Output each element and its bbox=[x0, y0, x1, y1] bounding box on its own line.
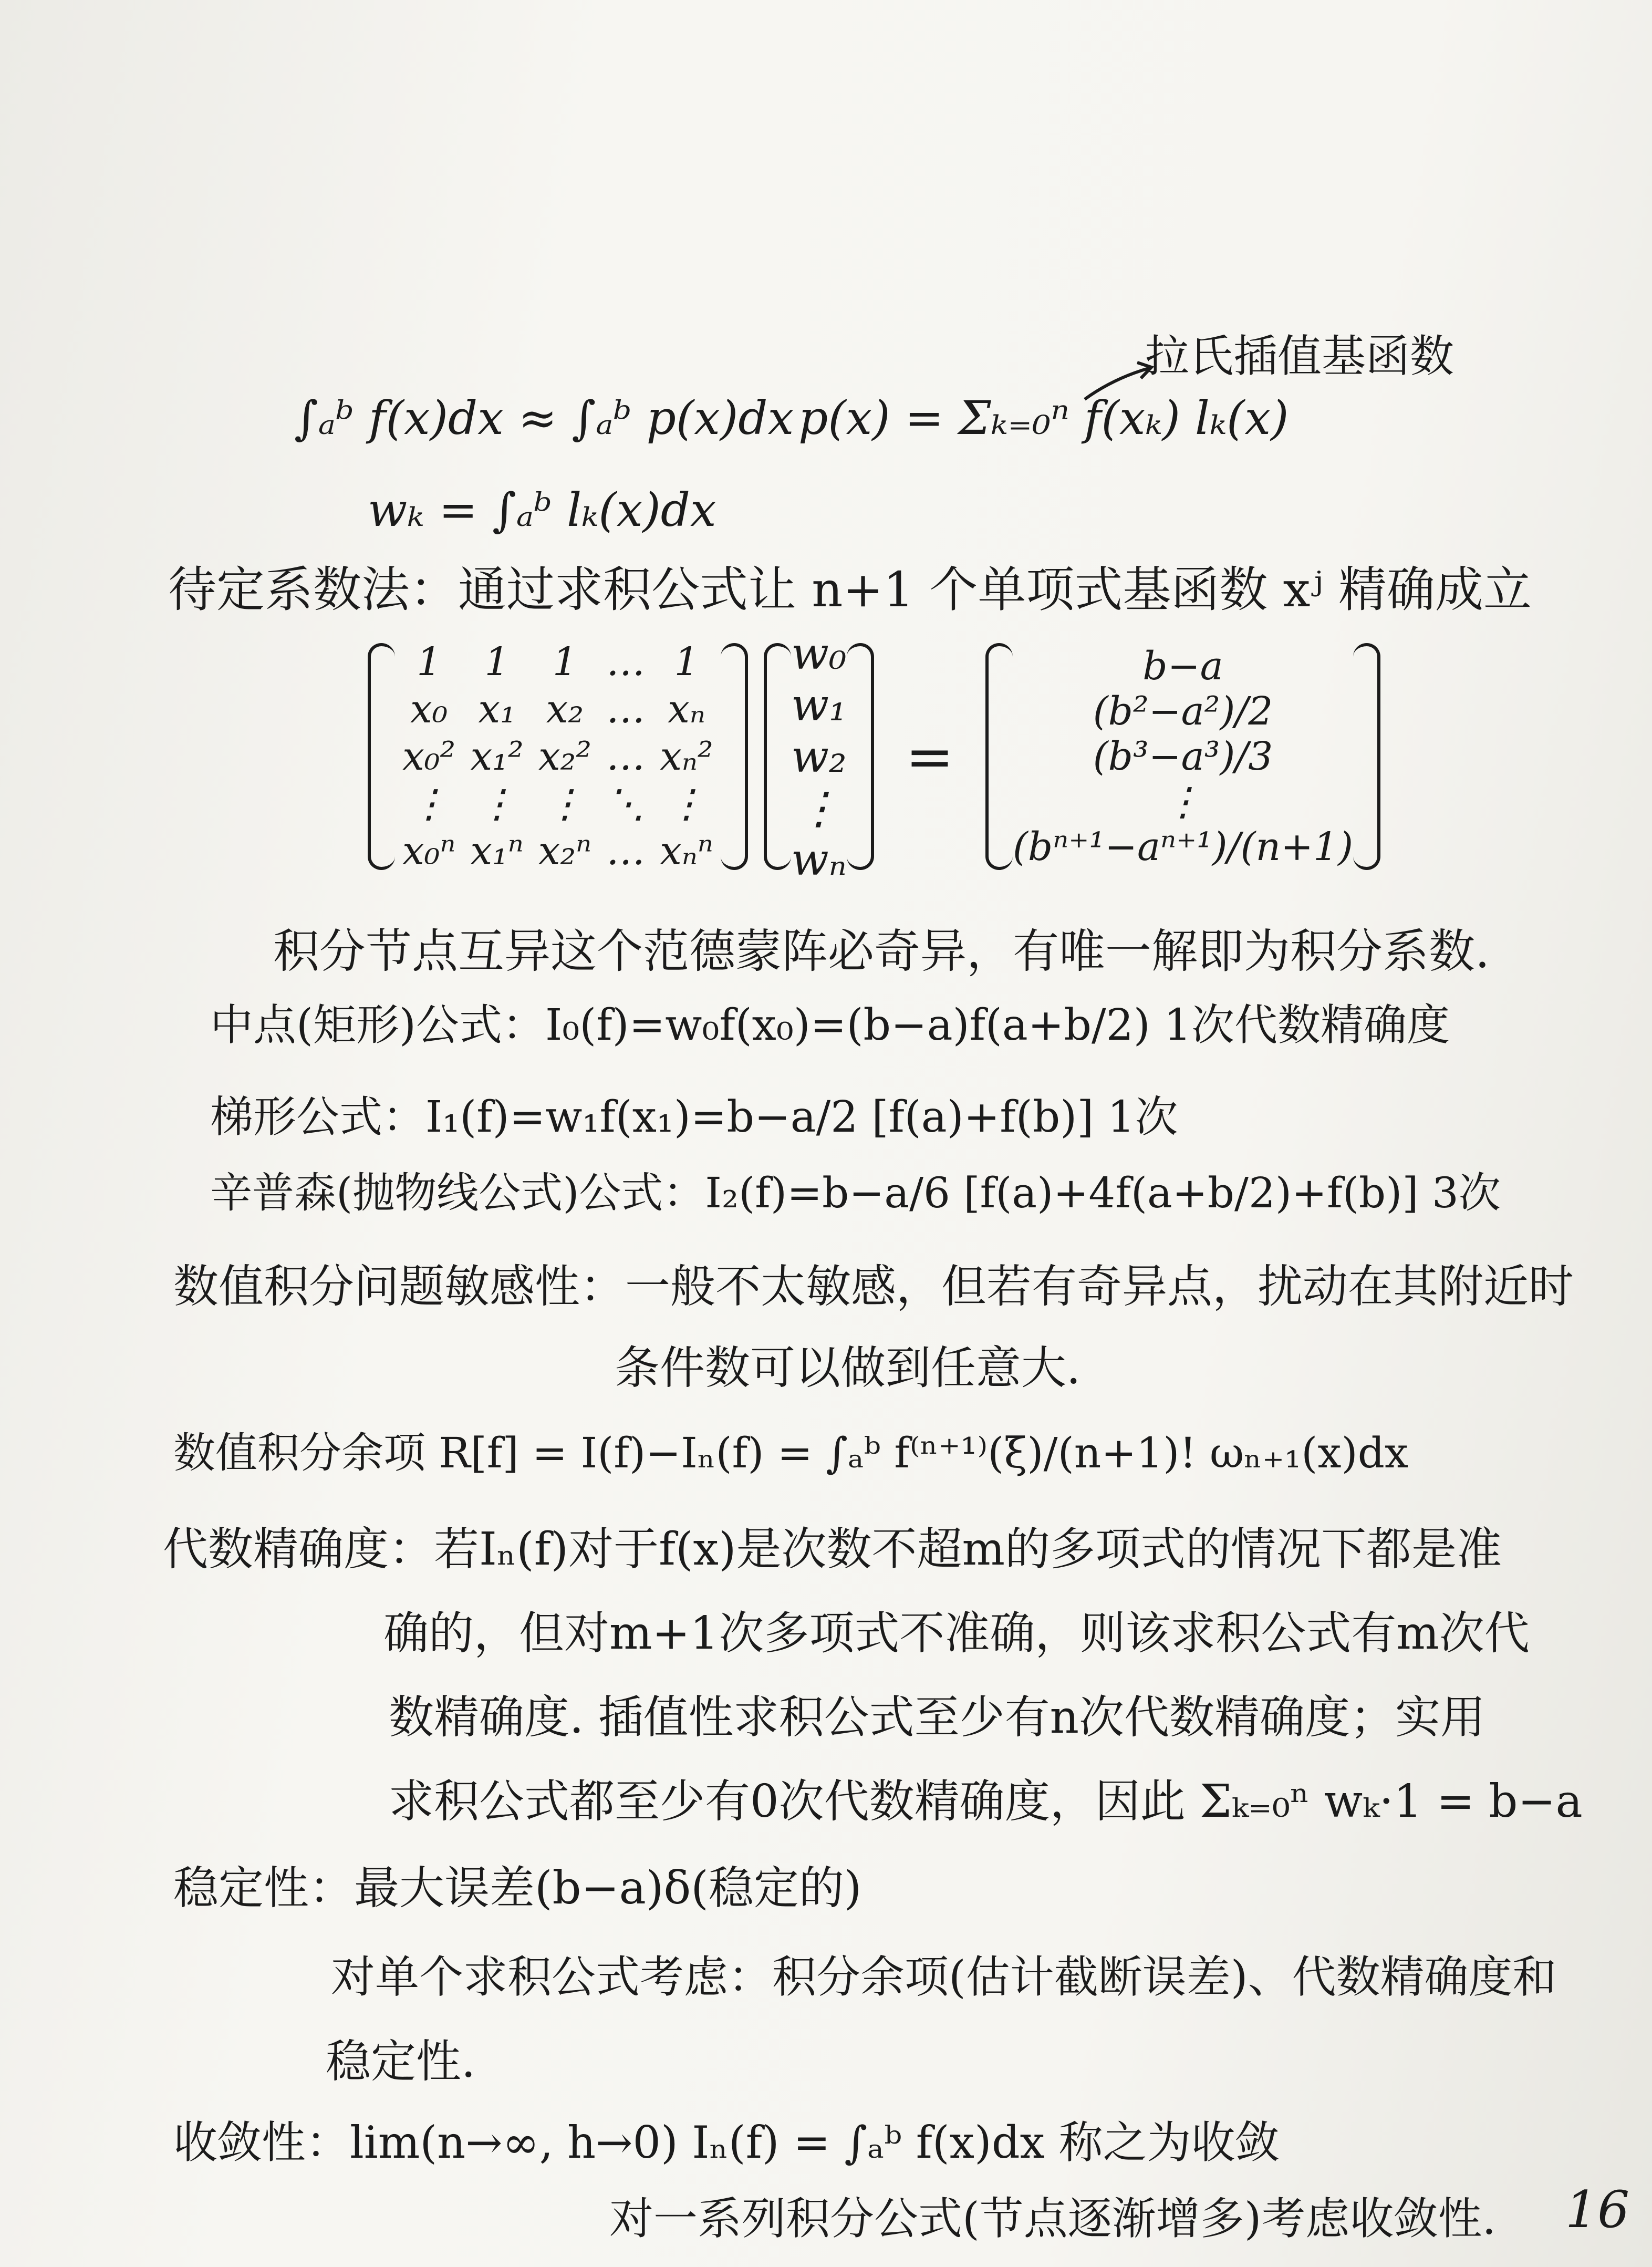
matrix-cell: ⋮ bbox=[477, 781, 517, 826]
vector-entry: ⋮ bbox=[796, 782, 841, 834]
matrix-cell: … bbox=[606, 829, 646, 874]
vector-entry: w₀ bbox=[791, 628, 847, 679]
matrix-cell: x₀ bbox=[410, 687, 448, 732]
note-line: 条件数可以做到任意大. bbox=[615, 1342, 1081, 1394]
vector-left-bracket bbox=[764, 643, 791, 870]
matrix-left-bracket bbox=[368, 643, 395, 870]
lagrange-basis-note: 拉氏插值基函数 bbox=[1145, 330, 1454, 382]
vector-entry: (b³−a³)/3 bbox=[1093, 734, 1273, 779]
vector-entry: b−a bbox=[1142, 644, 1223, 689]
note-line: 对单个求积公式考虑：积分余项(估计截断误差)、代数精确度和 bbox=[331, 1951, 1557, 2003]
note-line: 稳定性：最大误差(b−a)δ(稳定的) bbox=[173, 1862, 862, 1914]
weights-vector bbox=[791, 628, 847, 885]
vector-entry: w₂ bbox=[791, 731, 847, 782]
note-line: 数精确度. 插值性求积公式至少有n次代数精确度；实用 bbox=[389, 1691, 1486, 1744]
note-line: 稳定性. bbox=[326, 2035, 476, 2088]
matrix-cell: 1 bbox=[674, 639, 699, 685]
matrix-cell: x₂ⁿ bbox=[538, 829, 592, 874]
note-line: 辛普森(抛物线公式)公式：I₂(f)=b−a/6 [f(a)+4f(a+b/2)+f(b)] 3次 bbox=[210, 1168, 1501, 1217]
matrix-right-bracket bbox=[721, 643, 748, 870]
vector-right-bracket bbox=[847, 643, 874, 870]
undetermined-coeff-line: 待定系数法：通过求积公式让 n+1 个单项式基函数 xʲ 精确成立 bbox=[168, 562, 1532, 618]
note-line: 收敛性：lim(n→∞, h→0) Iₙ(f) = ∫ₐᵇ f(x)dx 称之为收敛 bbox=[173, 2117, 1280, 2168]
vandermonde-matrix bbox=[395, 638, 721, 875]
matrix-cell: ⋮ bbox=[409, 781, 449, 826]
note-line: 积分节点互异这个范德蒙阵必奇异，有唯一解即为积分系数. bbox=[273, 924, 1490, 978]
matrix-cell: x₀ⁿ bbox=[402, 829, 456, 874]
matrix-cell: ⋮ bbox=[545, 781, 585, 826]
vector-entry: w₁ bbox=[791, 679, 847, 731]
matrix-cell: x₀² bbox=[402, 734, 456, 779]
page-number: 16 bbox=[1565, 2180, 1630, 2239]
integral-approx-formula: ∫ₐᵇ f(x)dx ≈ ∫ₐᵇ p(x)dx bbox=[294, 391, 794, 445]
vector-entry: wₙ bbox=[791, 834, 847, 885]
vector-entry: (bⁿ⁺¹−aⁿ⁺¹)/(n+1) bbox=[1013, 824, 1354, 869]
matrix-cell: 1 bbox=[552, 639, 578, 685]
note-line: 确的，但对m+1次多项式不准确，则该求积公式有m次代 bbox=[383, 1607, 1530, 1660]
matrix-cell: ⋮ bbox=[667, 781, 706, 826]
note-line: 数值积分余项 R[f] = I(f)−Iₙ(f) = ∫ₐᵇ f⁽ⁿ⁺¹⁾(ξ)/(n+1)! ωₙ₊₁(x)dx bbox=[173, 1428, 1409, 1477]
note-line: 求积公式都至少有0次代数精确度，因此 Σₖ₌₀ⁿ wₖ·1 = b−a bbox=[389, 1775, 1583, 1828]
matrix-cell: 1 bbox=[484, 639, 510, 685]
equals-sign: = bbox=[905, 723, 954, 790]
matrix-cell: xₙ² bbox=[660, 734, 713, 779]
matrix-cell: x₂ bbox=[546, 687, 584, 732]
matrix-cell: x₁² bbox=[470, 734, 524, 779]
matrix-cell: ⋱ bbox=[606, 781, 646, 826]
note-line: 数值积分问题敏感性：一般不太敏感，但若有奇异点，扰动在其附近时 bbox=[173, 1260, 1574, 1313]
matrix-cell: x₁ bbox=[478, 687, 516, 732]
matrix-cell: … bbox=[606, 687, 646, 732]
matrix-cell: xₙⁿ bbox=[660, 829, 713, 874]
matrix-cell: 1 bbox=[417, 639, 442, 685]
vandermonde-system bbox=[368, 630, 1380, 883]
matrix-cell: xₙ bbox=[668, 687, 705, 732]
note-line: 中点(矩形)公式：I₀(f)=w₀f(x₀)=(b−a)f(a+b/2) 1次代数精确度 bbox=[210, 1000, 1450, 1050]
poly-def-formula: p(x) = Σₖ₌₀ⁿ f(xₖ) lₖ(x) bbox=[798, 391, 1289, 445]
note-line: 梯形公式：I₁(f)=w₁f(x₁)=b−a/2 [f(a)+f(b)] 1次 bbox=[210, 1092, 1178, 1142]
rhs-left-bracket bbox=[985, 643, 1013, 870]
arrow-icon bbox=[1082, 357, 1156, 405]
weight-def-formula: wₖ = ∫ₐᵇ lₖ(x)dx bbox=[368, 483, 716, 537]
note-line: 代数精确度：若Iₙ(f)对于f(x)是次数不超m的多项式的情况下都是准 bbox=[163, 1523, 1502, 1576]
vector-entry: ⋮ bbox=[1163, 779, 1203, 824]
vector-entry: (b²−a²)/2 bbox=[1093, 689, 1273, 734]
rhs-right-bracket bbox=[1353, 643, 1380, 870]
matrix-cell: x₂² bbox=[538, 734, 592, 779]
matrix-cell: … bbox=[606, 734, 646, 779]
note-line: 对一系列积分公式(节点逐渐增多)考虑收敛性. bbox=[609, 2193, 1497, 2244]
matrix-cell: … bbox=[606, 639, 646, 685]
rhs-vector bbox=[1013, 644, 1353, 869]
matrix-cell: x₁ⁿ bbox=[470, 829, 524, 874]
